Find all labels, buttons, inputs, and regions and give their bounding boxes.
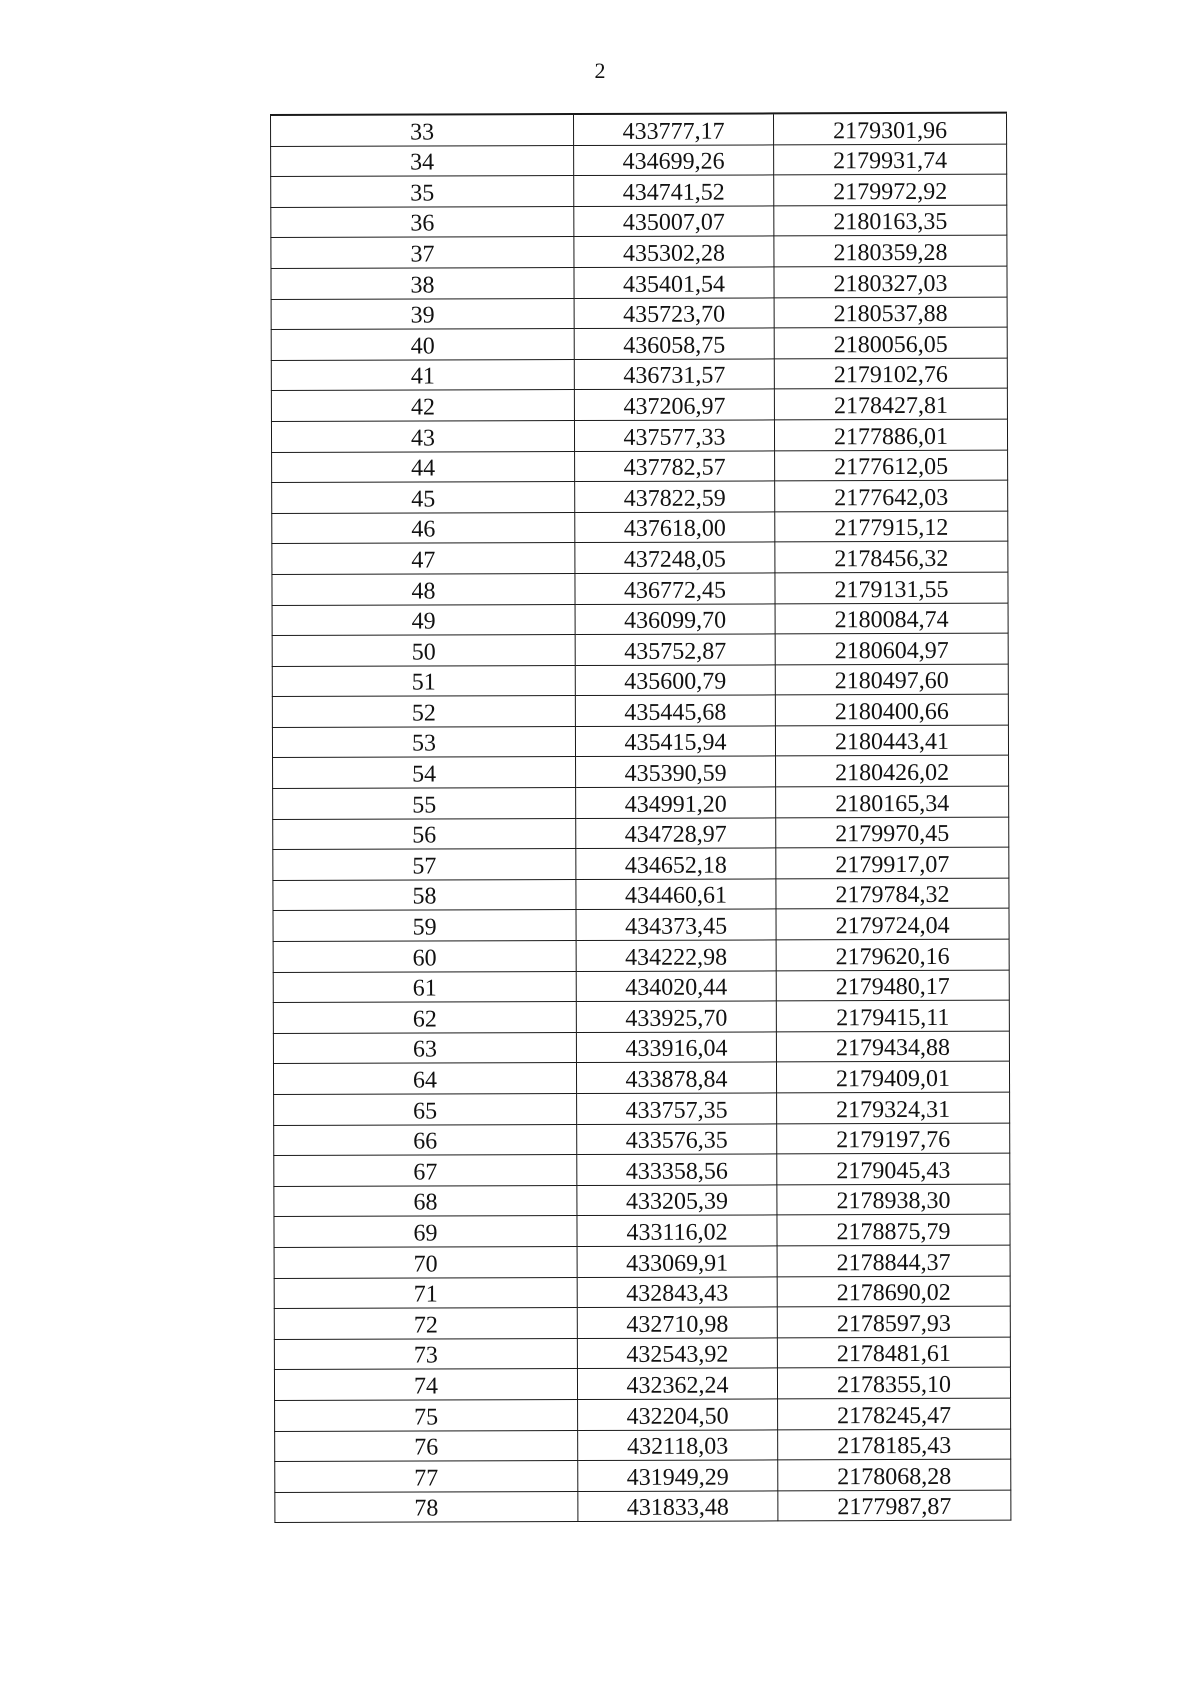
- x-coordinate-cell: 435752,87: [575, 634, 775, 665]
- x-coordinate-cell: 432843,43: [577, 1276, 777, 1307]
- x-coordinate-cell: 434460,61: [576, 879, 776, 910]
- point-number-cell: 46: [272, 512, 575, 544]
- point-number-cell: 34: [271, 145, 574, 177]
- x-coordinate-cell: 435445,68: [575, 695, 775, 726]
- y-coordinate-cell: 2179434,88: [776, 1031, 1009, 1062]
- point-number-cell: 73: [274, 1338, 577, 1370]
- x-coordinate-cell: 437618,00: [575, 512, 775, 543]
- y-coordinate-cell: 2180537,88: [774, 297, 1007, 328]
- x-coordinate-cell: 434728,97: [576, 818, 776, 849]
- table-row: [273, 1062, 1009, 1095]
- x-coordinate-cell: 434222,98: [576, 940, 776, 971]
- y-coordinate-cell: 2178481,61: [777, 1337, 1010, 1368]
- x-coordinate-cell: 435401,54: [574, 267, 774, 298]
- y-coordinate-cell: 2180426,02: [776, 756, 1009, 787]
- x-coordinate-cell: 434699,26: [574, 145, 774, 176]
- point-number-cell: 36: [271, 206, 574, 238]
- x-coordinate-cell: 431949,29: [578, 1460, 778, 1491]
- table-row: [273, 817, 1009, 850]
- point-number-cell: 63: [273, 1032, 576, 1064]
- point-number-cell: 58: [273, 879, 576, 911]
- table-row: [275, 1459, 1011, 1492]
- y-coordinate-cell: 2180163,35: [774, 205, 1007, 236]
- y-coordinate-cell: 2177987,87: [778, 1490, 1011, 1521]
- point-number-cell: 62: [273, 1002, 576, 1034]
- table-row: [272, 541, 1008, 574]
- table-row: [272, 725, 1008, 758]
- y-coordinate-cell: 2180400,66: [775, 694, 1008, 725]
- point-number-cell: 47: [272, 543, 575, 575]
- point-number-cell: 45: [272, 482, 575, 514]
- table-row: [271, 419, 1007, 452]
- y-coordinate-cell: 2179620,16: [776, 939, 1009, 970]
- x-coordinate-cell: 433069,91: [577, 1246, 777, 1277]
- table-row: [272, 633, 1008, 666]
- x-coordinate-cell: 432710,98: [577, 1307, 777, 1338]
- point-number-cell: 52: [272, 696, 575, 728]
- y-coordinate-cell: 2178185,43: [778, 1429, 1011, 1460]
- table-row: [273, 939, 1009, 972]
- point-number-cell: 49: [272, 604, 575, 636]
- point-number-cell: 55: [273, 788, 576, 820]
- x-coordinate-cell: 434991,20: [576, 787, 776, 818]
- table-row: [274, 1153, 1010, 1186]
- x-coordinate-cell: 435600,79: [575, 665, 775, 696]
- y-coordinate-cell: 2180084,74: [775, 603, 1008, 634]
- point-number-cell: 65: [274, 1094, 577, 1126]
- point-number-cell: 51: [272, 665, 575, 697]
- point-number-cell: 67: [274, 1155, 577, 1187]
- table-row: [272, 450, 1008, 483]
- table-row: [274, 1306, 1010, 1339]
- y-coordinate-cell: 2180443,41: [775, 725, 1008, 756]
- table-row: [272, 664, 1008, 697]
- y-coordinate-cell: 2179917,07: [776, 847, 1009, 878]
- y-coordinate-cell: 2178690,02: [777, 1276, 1010, 1307]
- table-row: [272, 603, 1008, 636]
- point-number-cell: 37: [271, 237, 574, 269]
- x-coordinate-cell: 432204,50: [578, 1399, 778, 1430]
- point-number-cell: 35: [271, 176, 574, 208]
- y-coordinate-cell: 2180327,03: [774, 266, 1007, 297]
- table-row: [273, 1031, 1009, 1064]
- table-row: [275, 1490, 1011, 1523]
- point-number-cell: 53: [272, 726, 575, 758]
- point-number-cell: 39: [271, 298, 574, 330]
- x-coordinate-cell: 434652,18: [576, 848, 776, 879]
- point-number-cell: 76: [275, 1430, 578, 1462]
- table-row: [274, 1245, 1010, 1278]
- point-number-cell: 75: [275, 1399, 578, 1431]
- y-coordinate-cell: 2178844,37: [777, 1245, 1010, 1276]
- table-row: [274, 1276, 1010, 1309]
- point-number-cell: 43: [271, 420, 574, 452]
- point-number-cell: 42: [271, 390, 574, 422]
- table-row: [271, 174, 1007, 207]
- y-coordinate-cell: 2179931,74: [774, 144, 1007, 175]
- x-coordinate-cell: 433358,56: [577, 1154, 777, 1185]
- table-row: [273, 847, 1009, 880]
- x-coordinate-cell: 432543,92: [577, 1338, 777, 1369]
- x-coordinate-cell: 436731,57: [574, 359, 774, 390]
- table-row: [275, 1429, 1011, 1462]
- y-coordinate-cell: 2179415,11: [776, 1000, 1009, 1031]
- x-coordinate-cell: 431833,48: [578, 1491, 778, 1522]
- point-number-cell: 71: [274, 1277, 577, 1309]
- x-coordinate-cell: 434741,52: [574, 175, 774, 206]
- y-coordinate-cell: 2179131,55: [775, 572, 1008, 603]
- y-coordinate-cell: 2177915,12: [775, 511, 1008, 542]
- y-coordinate-cell: 2180056,05: [774, 327, 1007, 358]
- coordinates-table: [270, 112, 1011, 1524]
- x-coordinate-cell: 437782,57: [575, 450, 775, 481]
- y-coordinate-cell: 2179102,76: [774, 358, 1007, 389]
- x-coordinate-cell: 433576,35: [577, 1124, 777, 1155]
- table-row: [271, 205, 1007, 238]
- table-row: [271, 297, 1007, 330]
- y-coordinate-cell: 2178597,93: [777, 1306, 1010, 1337]
- table-row: [272, 572, 1008, 605]
- table-row: [273, 1000, 1009, 1033]
- table-row: [273, 970, 1009, 1003]
- y-coordinate-cell: 2178456,32: [775, 541, 1008, 572]
- x-coordinate-cell: 433777,17: [574, 113, 774, 145]
- point-number-cell: 61: [273, 971, 576, 1003]
- point-number-cell: 70: [274, 1247, 577, 1279]
- table-row: [271, 266, 1007, 299]
- x-coordinate-cell: 436772,45: [575, 573, 775, 604]
- coordinates-table-body: [271, 113, 1011, 1523]
- x-coordinate-cell: 433925,70: [576, 1001, 776, 1032]
- table-row: [273, 878, 1009, 911]
- y-coordinate-cell: 2179784,32: [776, 878, 1009, 909]
- y-coordinate-cell: 2179480,17: [776, 970, 1009, 1001]
- y-coordinate-cell: 2180359,28: [774, 236, 1007, 267]
- table-row: [271, 327, 1007, 360]
- x-coordinate-cell: 432118,03: [578, 1429, 778, 1460]
- table-row: [274, 1092, 1010, 1125]
- x-coordinate-cell: 433116,02: [577, 1215, 777, 1246]
- y-coordinate-cell: 2180497,60: [775, 664, 1008, 695]
- y-coordinate-cell: 2178245,47: [778, 1398, 1011, 1429]
- y-coordinate-cell: 2177612,05: [775, 450, 1008, 481]
- point-number-cell: 64: [273, 1063, 576, 1095]
- y-coordinate-cell: 2179301,96: [774, 113, 1007, 145]
- point-number-cell: 56: [273, 818, 576, 850]
- x-coordinate-cell: 432362,24: [577, 1368, 777, 1399]
- y-coordinate-cell: 2179409,01: [776, 1062, 1009, 1093]
- point-number-cell: 50: [272, 635, 575, 667]
- x-coordinate-cell: 436099,70: [575, 603, 775, 634]
- y-coordinate-cell: 2177642,03: [775, 480, 1008, 511]
- x-coordinate-cell: 437248,05: [575, 542, 775, 573]
- table-row: [273, 909, 1009, 942]
- point-number-cell: 48: [272, 573, 575, 605]
- point-number-cell: 38: [271, 268, 574, 300]
- x-coordinate-cell: 435007,07: [574, 206, 774, 237]
- x-coordinate-cell: 437206,97: [574, 389, 774, 420]
- table-row: [272, 511, 1008, 544]
- y-coordinate-cell: 2178068,28: [778, 1459, 1011, 1490]
- y-coordinate-cell: 2180165,34: [776, 786, 1009, 817]
- point-number-cell: 59: [273, 910, 576, 942]
- point-number-cell: 54: [273, 757, 576, 789]
- y-coordinate-cell: 2177886,01: [774, 419, 1007, 450]
- table-row: [273, 786, 1009, 819]
- table-row: [273, 756, 1009, 789]
- y-coordinate-cell: 2179724,04: [776, 909, 1009, 940]
- x-coordinate-cell: 433757,35: [577, 1093, 777, 1124]
- table-row: [271, 144, 1007, 177]
- point-number-cell: 72: [274, 1308, 577, 1340]
- table-row: [274, 1368, 1010, 1401]
- point-number-cell: 69: [274, 1216, 577, 1248]
- table-row: [274, 1215, 1010, 1248]
- x-coordinate-cell: 433205,39: [577, 1185, 777, 1216]
- x-coordinate-cell: 434373,45: [576, 909, 776, 940]
- page-number: 2: [594, 58, 606, 83]
- x-coordinate-cell: 437822,59: [575, 481, 775, 512]
- point-number-cell: 60: [273, 941, 576, 973]
- point-number-cell: 66: [274, 1124, 577, 1156]
- y-coordinate-cell: 2179970,45: [776, 817, 1009, 848]
- x-coordinate-cell: 435723,70: [574, 297, 774, 328]
- point-number-cell: 78: [275, 1491, 578, 1523]
- point-number-cell: 44: [272, 451, 575, 483]
- point-number-cell: 57: [273, 849, 576, 881]
- point-number-cell: 77: [275, 1461, 578, 1493]
- point-number-cell: 74: [274, 1369, 577, 1401]
- y-coordinate-cell: 2179197,76: [777, 1123, 1010, 1154]
- y-coordinate-cell: 2178938,30: [777, 1184, 1010, 1215]
- point-number-cell: 33: [271, 114, 574, 146]
- table-row: [271, 113, 1007, 146]
- x-coordinate-cell: 434020,44: [576, 971, 776, 1002]
- table-row: [274, 1337, 1010, 1370]
- x-coordinate-cell: 436058,75: [574, 328, 774, 359]
- x-coordinate-cell: 435415,94: [575, 726, 775, 757]
- x-coordinate-cell: 433916,04: [576, 1032, 776, 1063]
- table-row: [275, 1398, 1011, 1431]
- table-row: [271, 236, 1007, 269]
- point-number-cell: 41: [271, 359, 574, 391]
- point-number-cell: 40: [271, 329, 574, 361]
- point-number-cell: 68: [274, 1185, 577, 1217]
- y-coordinate-cell: 2179972,92: [774, 174, 1007, 205]
- y-coordinate-cell: 2178427,81: [774, 389, 1007, 420]
- y-coordinate-cell: 2178875,79: [777, 1215, 1010, 1246]
- y-coordinate-cell: 2180604,97: [775, 633, 1008, 664]
- x-coordinate-cell: 437577,33: [574, 420, 774, 451]
- x-coordinate-cell: 433878,84: [576, 1062, 776, 1093]
- x-coordinate-cell: 435390,59: [576, 756, 776, 787]
- table-row: [271, 358, 1007, 391]
- table-row: [272, 480, 1008, 513]
- table-row: [274, 1184, 1010, 1217]
- y-coordinate-cell: 2179324,31: [777, 1092, 1010, 1123]
- y-coordinate-cell: 2178355,10: [777, 1368, 1010, 1399]
- table-row: [274, 1123, 1010, 1156]
- y-coordinate-cell: 2179045,43: [777, 1153, 1010, 1184]
- x-coordinate-cell: 435302,28: [574, 236, 774, 267]
- table-row: [272, 694, 1008, 727]
- table-row: [271, 389, 1007, 422]
